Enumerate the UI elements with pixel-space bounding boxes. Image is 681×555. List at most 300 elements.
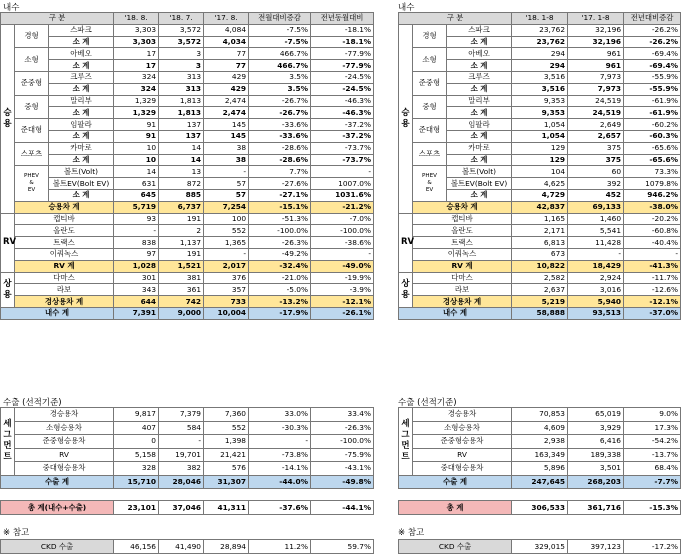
value-cell: 77 — [204, 48, 249, 60]
row-pass_total — [399, 201, 681, 213]
value-cell: - — [204, 166, 249, 178]
row-jung — [1, 95, 374, 107]
row-label: 소 계 — [49, 36, 114, 48]
row-label: RV — [15, 448, 114, 462]
value-cell: -7.5% — [249, 24, 311, 36]
value-cell: -13.2% — [249, 296, 311, 308]
segment-label: 중형 — [15, 95, 49, 119]
row-label: 아베오 — [447, 48, 512, 60]
value-cell: 1,521 — [159, 260, 204, 272]
row-label: 다마스 — [413, 272, 512, 284]
value-cell: -5.0% — [249, 284, 311, 296]
passenger-group-label: 승 용 — [399, 24, 413, 213]
value-cell: - — [311, 166, 374, 178]
value-cell: 60 — [568, 166, 624, 178]
row-label: 라보 — [413, 284, 512, 296]
value-cell: 2,171 — [512, 225, 568, 237]
value-cell: -65.6% — [624, 142, 681, 154]
row-label: 크루즈 — [447, 71, 512, 83]
export-row-light — [399, 408, 681, 422]
value-cell: 14 — [114, 166, 159, 178]
row-label: RV 계 — [413, 260, 512, 272]
value-cell: 129 — [512, 154, 568, 166]
value-cell: 68.4% — [624, 462, 681, 476]
export-row-rv — [399, 448, 681, 462]
row-labo — [1, 284, 374, 296]
ckd-row — [399, 540, 681, 554]
value-cell: 268,203 — [568, 475, 624, 489]
value-cell: 3,572 — [159, 36, 204, 48]
value-cell: -73.7% — [311, 154, 374, 166]
value-cell: 2,649 — [568, 119, 624, 131]
row-pass_total — [1, 201, 374, 213]
row-label: 임팔라 — [447, 119, 512, 131]
value-cell: -100.0% — [249, 225, 311, 237]
row-label: 소 계 — [447, 154, 512, 166]
value-cell: 644 — [114, 296, 159, 308]
row-label: 임팔라 — [49, 119, 114, 131]
row-label: 볼트(Volt) — [447, 166, 512, 178]
value-cell: -21.2% — [311, 201, 374, 213]
row-rv_total — [399, 260, 681, 272]
row-gyeong_sub — [1, 36, 374, 48]
value-cell: -40.4% — [624, 237, 681, 249]
value-cell: 961 — [568, 60, 624, 72]
value-cell: 73.3% — [624, 166, 681, 178]
value-cell: 33.0% — [249, 408, 311, 422]
row-label: 소 계 — [49, 189, 114, 201]
row-labo — [399, 284, 681, 296]
row-label: 볼트(Volt) — [49, 166, 114, 178]
value-cell: 91 — [114, 119, 159, 131]
value-cell: 6,416 — [568, 435, 624, 449]
row-jundae — [1, 119, 374, 131]
value-cell: 3.5% — [249, 83, 311, 95]
value-cell: 1,329 — [114, 95, 159, 107]
value-cell: 382 — [159, 462, 204, 476]
value-cell: - — [114, 225, 159, 237]
value-cell: - — [311, 248, 374, 260]
value-cell: -37.2% — [311, 130, 374, 142]
value-cell: -26.3% — [311, 421, 374, 435]
row-label: 총 계 — [399, 501, 512, 515]
value-cell: -26.2% — [624, 24, 681, 36]
row-label: 소 계 — [447, 36, 512, 48]
value-cell: 13 — [159, 166, 204, 178]
row-label: CKD 수출 — [399, 540, 512, 554]
column-header: 전년대비증감 — [624, 13, 681, 25]
value-cell: 7,973 — [568, 71, 624, 83]
value-cell: 742 — [159, 296, 204, 308]
row-ev_sub — [1, 189, 374, 201]
value-cell: -37.6% — [249, 501, 311, 515]
value-cell: -26.1% — [311, 307, 374, 319]
value-cell: 7,973 — [568, 83, 624, 95]
row-dom_total — [399, 307, 681, 319]
value-cell: 3,016 — [568, 284, 624, 296]
value-cell: 2,938 — [512, 435, 568, 449]
value-cell: 4,084 — [204, 24, 249, 36]
value-cell: 1,813 — [159, 95, 204, 107]
value-cell: 5,219 — [512, 296, 568, 308]
value-cell: -17.9% — [249, 307, 311, 319]
row-label: 캡티바 — [15, 213, 114, 225]
value-cell: 1,137 — [159, 237, 204, 249]
column-header: '17. 1-8 — [568, 13, 624, 25]
export-row-midlarge — [399, 462, 681, 476]
segment-label: 스포츠 — [413, 142, 447, 166]
header-row — [399, 13, 681, 25]
value-cell: 10,822 — [512, 260, 568, 272]
ev-group-label: PHEV & EV — [413, 166, 447, 201]
value-cell: 872 — [159, 178, 204, 190]
value-cell: -13.7% — [624, 448, 681, 462]
segment-group-label: 세 그 먼 트 — [1, 408, 15, 476]
value-cell: -18.1% — [311, 24, 374, 36]
value-cell: 313 — [159, 71, 204, 83]
row-label: 소 계 — [49, 130, 114, 142]
value-cell: -37.2% — [311, 119, 374, 131]
value-cell: -61.9% — [624, 107, 681, 119]
left-domestic-title: 내수 — [3, 3, 20, 13]
rv-group-label: RV — [1, 213, 15, 272]
row-captiva — [399, 213, 681, 225]
value-cell: 2,582 — [512, 272, 568, 284]
value-cell: 77 — [204, 60, 249, 72]
row-jun — [1, 71, 374, 83]
passenger-group-label: 승 용 — [1, 24, 15, 213]
value-cell: -61.9% — [624, 95, 681, 107]
value-cell: -77.9% — [311, 60, 374, 72]
value-cell: 4,609 — [512, 421, 568, 435]
row-label: 내수 계 — [1, 307, 114, 319]
row-orlando — [1, 225, 374, 237]
value-cell: -24.5% — [311, 71, 374, 83]
value-cell: 100 — [204, 213, 249, 225]
value-cell: 6,737 — [159, 201, 204, 213]
left-export-table — [0, 407, 374, 489]
value-cell: 15,710 — [114, 475, 159, 489]
value-cell: 137 — [159, 119, 204, 131]
value-cell: 381 — [159, 272, 204, 284]
segment-label: 경형 — [15, 24, 49, 48]
row-label: 경상용차 계 — [15, 296, 114, 308]
value-cell: -15.1% — [249, 201, 311, 213]
row-dom_total — [1, 307, 374, 319]
value-cell: 645 — [114, 189, 159, 201]
row-label: 소형승용차 — [413, 421, 512, 435]
right-domestic-table — [398, 12, 681, 320]
value-cell: 2,017 — [204, 260, 249, 272]
right-domestic-title: 내수 — [398, 3, 415, 13]
ev-group-label: PHEV & EV — [15, 166, 49, 201]
value-cell: 9.0% — [624, 408, 681, 422]
value-cell: 2,637 — [512, 284, 568, 296]
value-cell: 32,196 — [568, 36, 624, 48]
row-label: 다마스 — [15, 272, 114, 284]
value-cell: 5,719 — [114, 201, 159, 213]
value-cell: 58,888 — [512, 307, 568, 319]
value-cell: - — [159, 435, 204, 449]
value-cell: 1,028 — [114, 260, 159, 272]
row-label: 소 계 — [447, 130, 512, 142]
left-note-title: ※ 참고 — [3, 528, 30, 538]
export-row-light — [1, 408, 374, 422]
segment-label: 준중형 — [413, 71, 447, 95]
row-label: 준중형승용차 — [15, 435, 114, 449]
grand-total-row — [1, 501, 374, 515]
value-cell: - — [204, 248, 249, 260]
row-boltev — [1, 178, 374, 190]
export-row-small — [1, 421, 374, 435]
left-grand-total-table — [0, 500, 374, 515]
value-cell: 57 — [204, 189, 249, 201]
value-cell: -32.4% — [249, 260, 311, 272]
row-volt — [1, 166, 374, 178]
right-ckd-table — [398, 539, 681, 554]
value-cell: -20.2% — [624, 213, 681, 225]
row-jundae_sub — [1, 130, 374, 142]
value-cell: -14.1% — [249, 462, 311, 476]
value-cell: 4,625 — [512, 178, 568, 190]
row-damas — [399, 272, 681, 284]
value-cell: 17 — [114, 60, 159, 72]
row-label: 중대형승용차 — [413, 462, 512, 476]
row-label: 경상용차 계 — [413, 296, 512, 308]
value-cell: 14 — [159, 142, 204, 154]
value-cell: -21.0% — [249, 272, 311, 284]
value-cell: -77.9% — [311, 48, 374, 60]
column-header: 전년동월대비 — [311, 13, 374, 25]
value-cell: 70,853 — [512, 408, 568, 422]
segment-label: 준대형 — [413, 119, 447, 143]
right-export-title: 수출 (선적기준) — [398, 398, 457, 408]
value-cell: -28.6% — [249, 154, 311, 166]
row-orlando — [399, 225, 681, 237]
ckd-row — [1, 540, 374, 554]
value-cell: 23,101 — [114, 501, 159, 515]
row-gyeong — [399, 24, 681, 36]
row-label: 이쿼녹스 — [413, 248, 512, 260]
value-cell: 7,254 — [204, 201, 249, 213]
column-header: '17. 8. — [204, 13, 249, 25]
value-cell: - — [249, 435, 311, 449]
value-cell: 91 — [114, 130, 159, 142]
value-cell: 24,519 — [568, 107, 624, 119]
value-cell: 1079.8% — [624, 178, 681, 190]
value-cell: -60.3% — [624, 130, 681, 142]
row-so — [1, 48, 374, 60]
row-label: 라보 — [15, 284, 114, 296]
row-label: 카마로 — [447, 142, 512, 154]
value-cell: -49.0% — [311, 260, 374, 272]
value-cell: 552 — [204, 225, 249, 237]
value-cell: 7,379 — [159, 408, 204, 422]
commercial-group-label: 상 용 — [1, 272, 15, 307]
grand-total-row — [399, 501, 681, 515]
export-row-compact — [399, 435, 681, 449]
export-row-rv — [1, 448, 374, 462]
row-com_total — [399, 296, 681, 308]
row-label: 스파크 — [49, 24, 114, 36]
value-cell: 163,349 — [512, 448, 568, 462]
value-cell: 392 — [568, 178, 624, 190]
value-cell: -37.0% — [624, 307, 681, 319]
right-note-title: ※ 참고 — [398, 528, 425, 538]
row-label: 수출 계 — [399, 475, 512, 489]
value-cell: -7.5% — [249, 36, 311, 48]
value-cell: 10 — [114, 142, 159, 154]
row-label: 소 계 — [447, 107, 512, 119]
right-export-table — [398, 407, 681, 489]
value-cell: 946.2% — [624, 189, 681, 201]
value-cell: 37,046 — [159, 501, 204, 515]
value-cell: 2,474 — [204, 107, 249, 119]
value-cell: 32,196 — [568, 24, 624, 36]
segment-label: 준중형 — [15, 71, 49, 95]
value-cell: 6,813 — [512, 237, 568, 249]
value-cell: 397,123 — [568, 540, 624, 554]
left-ckd-table — [0, 539, 374, 554]
value-cell: 28,046 — [159, 475, 204, 489]
value-cell: -33.6% — [249, 119, 311, 131]
value-cell: -12.1% — [624, 296, 681, 308]
row-label: 소 계 — [447, 189, 512, 201]
value-cell: 313 — [159, 83, 204, 95]
value-cell: -69.4% — [624, 48, 681, 60]
value-cell: -19.9% — [311, 272, 374, 284]
value-cell: 38 — [204, 142, 249, 154]
value-cell: 3,929 — [568, 421, 624, 435]
row-label: 승용차 계 — [15, 201, 114, 213]
row-rv_total — [1, 260, 374, 272]
value-cell: 961 — [568, 48, 624, 60]
value-cell: 631 — [114, 178, 159, 190]
row-label: 소 계 — [447, 60, 512, 72]
value-cell: -51.3% — [249, 213, 311, 225]
column-header: 구 분 — [399, 13, 512, 25]
value-cell: -7.7% — [624, 475, 681, 489]
value-cell: - — [624, 248, 681, 260]
value-cell: 324 — [114, 71, 159, 83]
row-label: RV — [413, 448, 512, 462]
segment-label: 중형 — [413, 95, 447, 119]
row-equinox — [1, 248, 374, 260]
value-cell: 18,429 — [568, 260, 624, 272]
value-cell: 2,474 — [204, 95, 249, 107]
value-cell: 576 — [204, 462, 249, 476]
value-cell: -41.3% — [624, 260, 681, 272]
value-cell: -26.2% — [624, 36, 681, 48]
value-cell: 3,303 — [114, 24, 159, 36]
value-cell: - — [568, 248, 624, 260]
value-cell: -49.2% — [249, 248, 311, 260]
value-cell: 191 — [159, 213, 204, 225]
value-cell: -44.1% — [311, 501, 374, 515]
value-cell: 42,837 — [512, 201, 568, 213]
row-damas — [1, 272, 374, 284]
column-header: 전월대비증감 — [249, 13, 311, 25]
value-cell: 5,940 — [568, 296, 624, 308]
value-cell: 46,156 — [114, 540, 159, 554]
row-jung_sub — [1, 107, 374, 119]
export-row-exp_total — [1, 475, 374, 489]
value-cell: 93 — [114, 213, 159, 225]
row-equinox — [399, 248, 681, 260]
value-cell: -11.7% — [624, 272, 681, 284]
row-jundae — [399, 119, 681, 131]
value-cell: 5,896 — [512, 462, 568, 476]
value-cell: 838 — [114, 237, 159, 249]
value-cell: 28,894 — [204, 540, 249, 554]
row-so_sub — [1, 60, 374, 72]
value-cell: 23,762 — [512, 36, 568, 48]
value-cell: -38.6% — [311, 237, 374, 249]
segment-group-label: 세 그 먼 트 — [399, 408, 413, 476]
export-row-midlarge — [1, 462, 374, 476]
value-cell: -55.9% — [624, 83, 681, 95]
value-cell: 1,329 — [114, 107, 159, 119]
column-header: '18. 7. — [159, 13, 204, 25]
row-sports_sub — [1, 154, 374, 166]
value-cell: 57 — [204, 178, 249, 190]
value-cell: 59.7% — [311, 540, 374, 554]
value-cell: 24,519 — [568, 95, 624, 107]
value-cell: -12.6% — [624, 284, 681, 296]
value-cell: 14 — [159, 154, 204, 166]
row-label: 올란도 — [413, 225, 512, 237]
value-cell: 3,516 — [512, 83, 568, 95]
row-label: 승용차 계 — [413, 201, 512, 213]
export-row-exp_total — [399, 475, 681, 489]
value-cell: 41,490 — [159, 540, 204, 554]
value-cell: 7,391 — [114, 307, 159, 319]
row-volt — [399, 166, 681, 178]
row-trax — [1, 237, 374, 249]
value-cell: 0 — [114, 435, 159, 449]
value-cell: -46.3% — [311, 95, 374, 107]
value-cell: 361,716 — [568, 501, 624, 515]
row-label: 볼트EV(Bolt EV) — [447, 178, 512, 190]
value-cell: -75.9% — [311, 448, 374, 462]
row-sports — [399, 142, 681, 154]
value-cell: -3.9% — [311, 284, 374, 296]
export-row-compact — [1, 435, 374, 449]
value-cell: -7.0% — [311, 213, 374, 225]
value-cell: 1,460 — [568, 213, 624, 225]
row-gyeong — [1, 24, 374, 36]
value-cell: 17 — [114, 48, 159, 60]
row-label: 카마로 — [49, 142, 114, 154]
value-cell: 4,729 — [512, 189, 568, 201]
value-cell: 3,303 — [114, 36, 159, 48]
value-cell: 145 — [204, 119, 249, 131]
value-cell: -44.0% — [249, 475, 311, 489]
value-cell: -38.0% — [624, 201, 681, 213]
row-jun_sub — [1, 83, 374, 95]
value-cell: 328 — [114, 462, 159, 476]
value-cell: 466.7% — [249, 48, 311, 60]
value-cell: 1,054 — [512, 130, 568, 142]
value-cell: 361 — [159, 284, 204, 296]
value-cell: 93,513 — [568, 307, 624, 319]
value-cell: 673 — [512, 248, 568, 260]
rv-group-label: RV — [399, 213, 413, 272]
value-cell: 1,398 — [204, 435, 249, 449]
row-label: 말리부 — [447, 95, 512, 107]
value-cell: 5,158 — [114, 448, 159, 462]
segment-label: 소형 — [15, 48, 49, 72]
